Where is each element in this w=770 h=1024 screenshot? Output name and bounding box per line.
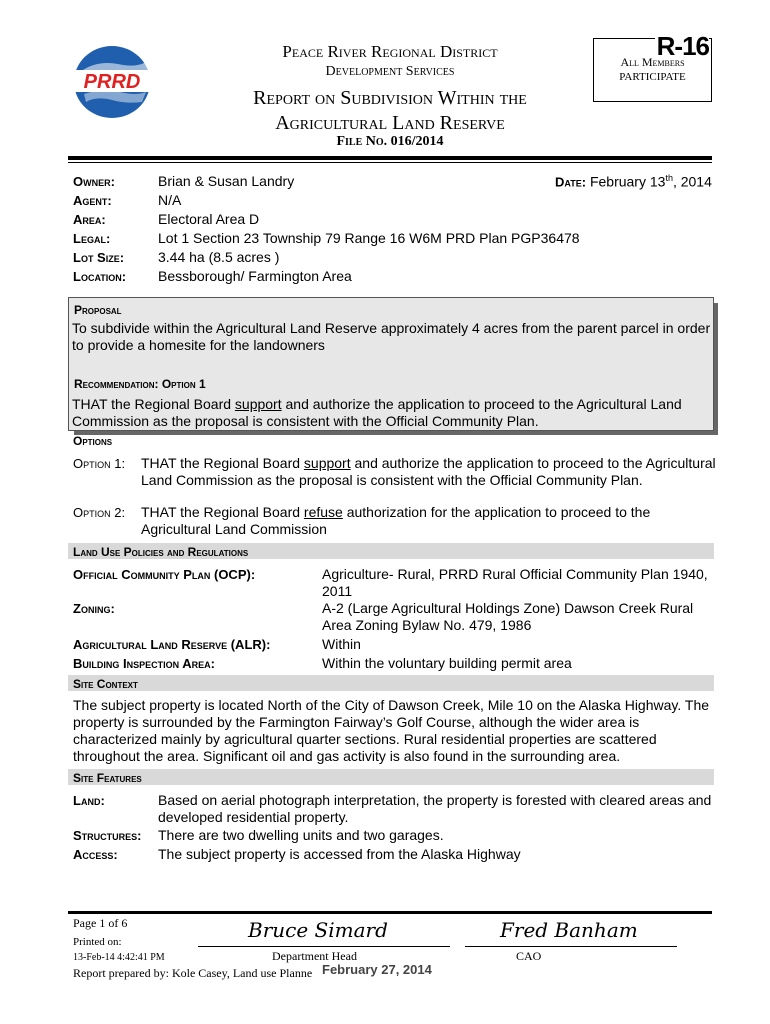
date-year: , 2014: [672, 173, 712, 190]
opt1-text-a: THAT the Regional Board: [141, 455, 304, 471]
proposal-line1: To subdivide within the Agricultural Land Reserve approximately 4 acres from the parent parcel in order: [72, 320, 711, 336]
members-label: All Members: [620, 55, 685, 69]
ocp-line2: 2011: [322, 583, 353, 599]
cao-signature: Fred Banham: [500, 918, 638, 942]
opt1-support: support: [303, 455, 351, 471]
department-head-signature-line: [198, 946, 450, 947]
legal-label: Legal:: [73, 231, 111, 246]
option2-line2: Agricultural Land Commission: [141, 521, 327, 537]
site-context-bar: [68, 675, 714, 691]
location-label: Location:: [73, 269, 127, 284]
legal-value: Lot 1 Section 23 Township 79 Range 16 W6M PRD Plan PGP36478: [158, 230, 580, 246]
zoning-line2: Area Zoning Bylaw No. 479, 1986: [322, 617, 532, 633]
land-line2: developed residential property.: [158, 809, 349, 825]
land-use-heading: Land Use Policies and Regulations: [73, 545, 249, 559]
page-number: Page 1 of 6: [73, 916, 128, 930]
report-date: [555, 173, 712, 190]
access-value: The subject property is accessed from the Alaska Highway: [158, 846, 521, 862]
zoning-value: [322, 600, 712, 634]
alr-label: Agricultural Land Reserve (ALR):: [73, 637, 271, 652]
option2-line1: [141, 504, 650, 521]
location-value: Bessborough/ Farmington Area: [158, 268, 352, 284]
recommendation-line2: Commission as the proposal is consistent with the Official Community Plan.: [72, 413, 539, 429]
meeting-date-stamp: February 27, 2014: [322, 962, 432, 977]
recommendation-heading: Recommendation: Option 1: [74, 377, 206, 391]
area-label: Area:: [73, 212, 106, 227]
opt2-refuse: refuse: [303, 504, 343, 520]
ocp-line1: Agriculture- Rural, PRRD Rural Official Community Plan 1940,: [322, 566, 708, 582]
site-context-heading: Site Context: [73, 677, 138, 691]
building-inspection-value: Within the voluntary building permit area: [322, 655, 572, 671]
proposal-panel: [68, 297, 714, 431]
report-title-line1: Report on Subdivision Within the: [253, 87, 527, 109]
cao-label: CAO: [516, 949, 542, 963]
building-inspection-label: Building Inspection Area:: [73, 656, 215, 671]
area-value: Electoral Area D: [158, 211, 260, 227]
site-context-line2: property is surrounded by the Farmington Fairway’s Golf Course, although the wider area is: [73, 714, 640, 730]
ocp-label: Official Community Plan (OCP):: [73, 567, 256, 582]
header-rule: [68, 156, 712, 160]
prrd-logo: [66, 42, 158, 122]
printed-on-label: Printed on:: [73, 936, 122, 948]
site-context-line3: characterized mainly by agricultural quarter sections. Rural residential properties are scattered: [73, 731, 657, 747]
access-label: Access:: [73, 847, 118, 862]
report-number: R-16: [656, 31, 709, 61]
cao-signature-line: [465, 946, 677, 947]
proposal-heading: Proposal: [74, 303, 122, 317]
site-features-bar: [68, 769, 714, 785]
rec-text-a: THAT the Regional Board: [72, 396, 235, 412]
prepared-by: Report prepared by: Kole Casey, Land use Planne: [73, 966, 313, 980]
land-label: Land:: [73, 793, 105, 808]
footer-rule: [68, 911, 712, 914]
rec-text-b: and authorize the application to proceed to the Agricultural Land: [281, 396, 682, 412]
department-head-signature: Bruce Simard: [248, 918, 388, 942]
report-title-line2: Agricultural Land Reserve: [275, 112, 505, 134]
logo-text: PRRD: [83, 71, 141, 93]
file-number: File No. 016/2014: [336, 134, 444, 149]
rec-support: support: [234, 396, 282, 412]
option1-line1: [141, 455, 716, 472]
proposal-line2: to provide a homesite for the landowners: [72, 337, 325, 353]
department-name: Development Services: [325, 64, 455, 79]
agent-label: Agent:: [73, 193, 112, 208]
header-rule-thin: [68, 162, 712, 163]
recommendation-line1: [72, 396, 682, 413]
district-name: Peace River Regional District: [282, 42, 498, 61]
site-context-line4: throughout the area. Significant oil and gas activity is also found in the surrounding area.: [73, 748, 621, 764]
structures-label: Structures:: [73, 828, 142, 843]
print-timestamp: 13-Feb-14 4:42:41 PM: [73, 952, 165, 963]
lot-size-value: 3.44 ha (8.5 acres ): [158, 249, 280, 265]
report-number-box: [593, 31, 712, 102]
participate-label: PARTICIPATE: [619, 71, 686, 83]
panel-shadow-right: [714, 303, 718, 435]
opt2-text-a: THAT the Regional Board: [141, 504, 304, 520]
date-value: February 13: [589, 173, 666, 190]
option2-label: Option 2:: [73, 505, 126, 520]
opt2-text-b: authorization for the application to proceed to the: [342, 504, 651, 520]
owner-label: Owner:: [73, 174, 115, 189]
alr-value: Within: [322, 636, 361, 652]
option1-line2: Land Commission as the proposal is consistent with the Official Community Plan.: [141, 472, 643, 488]
zoning-label: Zoning:: [73, 601, 115, 616]
department-head-label: Department Head: [272, 949, 357, 963]
agent-value: N/A: [158, 192, 182, 208]
site-context-line1: The subject property is located North of the City of Dawson Creek, Mile 10 on the Alaska Highway. The: [73, 697, 710, 713]
land-line1: Based on aerial photograph interpretation, the property is forested with cleared areas and: [158, 792, 712, 808]
ocp-value: [322, 566, 712, 600]
panel-shadow-bottom: [74, 431, 718, 435]
options-heading: Options: [73, 434, 113, 448]
lot-size-label: Lot Size:: [73, 250, 125, 265]
option1-label: Option 1:: [73, 456, 126, 471]
date-suffix: th: [665, 173, 673, 183]
owner-value: Brian & Susan Landry: [158, 173, 295, 189]
site-features-heading: Site Features: [73, 771, 142, 785]
structures-value: There are two dwelling units and two garages.: [158, 827, 444, 843]
zoning-line1: A-2 (Large Agricultural Holdings Zone) Dawson Creek Rural: [322, 600, 694, 616]
date-label: Date:: [555, 174, 587, 190]
opt1-text-b: and authorize the application to proceed to the Agricultural: [350, 455, 716, 471]
